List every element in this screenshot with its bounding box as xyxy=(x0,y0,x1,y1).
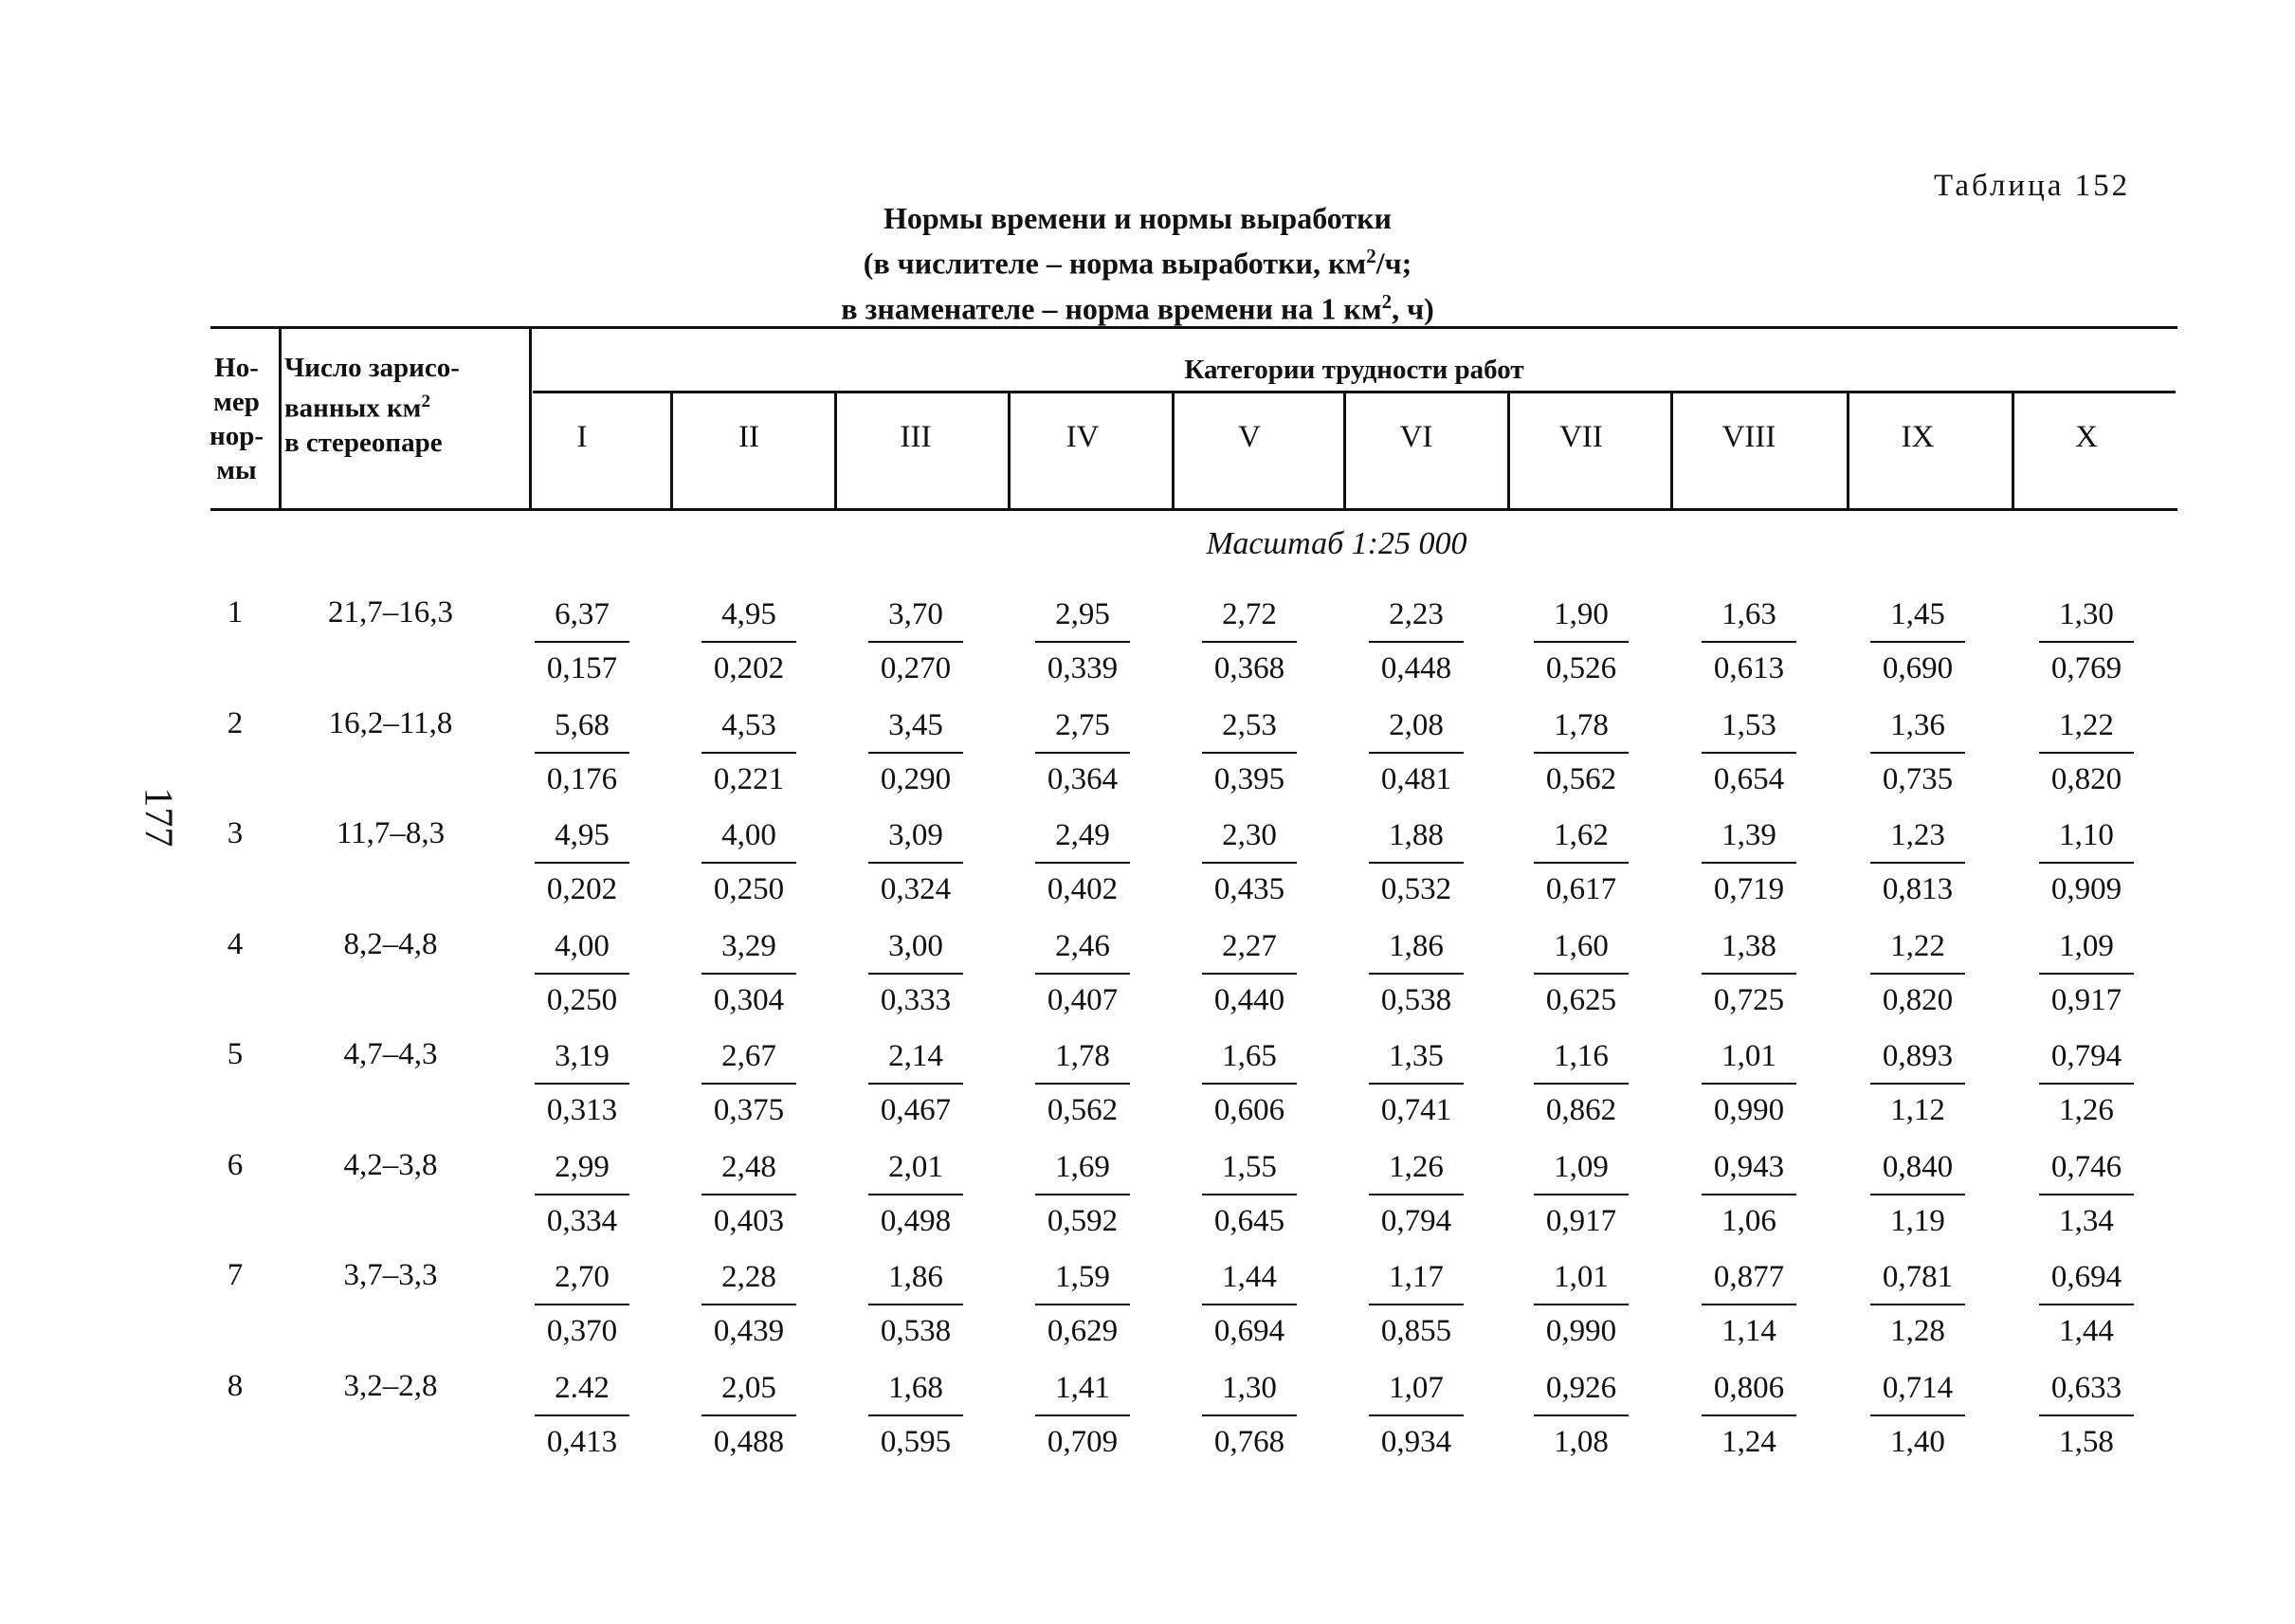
time-norm-value: 0,917 xyxy=(2050,982,2122,1017)
fraction-bar xyxy=(1035,973,1130,975)
fraction-bar xyxy=(2039,1083,2134,1085)
fraction-bar xyxy=(868,1414,963,1416)
production-rate-value: 1,55 xyxy=(1222,1149,1277,1184)
time-norm-value: 0,304 xyxy=(713,982,785,1017)
production-rate-value: 1,23 xyxy=(1890,818,1945,852)
fraction-bar xyxy=(1534,641,1629,643)
fraction-bar xyxy=(1202,1414,1297,1416)
production-rate-value: 2,46 xyxy=(1055,928,1110,963)
fraction-bar xyxy=(1035,641,1130,643)
categories-header: Категории трудности работ xyxy=(1184,355,1524,385)
time-norm-value: 0,413 xyxy=(546,1424,618,1459)
time-norm-value: 0,719 xyxy=(1713,872,1785,906)
time-norm-value: 1,14 xyxy=(1721,1314,1776,1348)
fraction-bar xyxy=(1870,1414,1965,1416)
time-norm-value: 0,990 xyxy=(1545,1314,1617,1348)
production-rate-value: 1,01 xyxy=(1721,1039,1776,1073)
category-divider xyxy=(2012,392,2014,510)
fraction-bar xyxy=(868,752,963,754)
fraction-bar xyxy=(1035,752,1130,754)
time-norm-value: 0,467 xyxy=(880,1093,952,1127)
time-norm-value: 0,562 xyxy=(1047,1093,1119,1127)
category-divider xyxy=(1343,392,1346,510)
time-norm-value: 0,440 xyxy=(1213,982,1285,1017)
time-norm-value: 0,625 xyxy=(1545,982,1617,1017)
time-norm-value: 0,403 xyxy=(713,1203,785,1238)
time-norm-value: 0,402 xyxy=(1047,872,1119,906)
category-divider xyxy=(1670,392,1673,510)
category-header-6: VI xyxy=(1399,420,1433,454)
drawn-area-range: 8,2–4,8 xyxy=(343,926,438,961)
production-rate-value: 1,41 xyxy=(1055,1370,1110,1405)
time-norm-value: 0,592 xyxy=(1047,1203,1119,1238)
fraction-bar xyxy=(1870,752,1965,754)
category-divider xyxy=(1008,392,1011,510)
production-rate-value: 2,14 xyxy=(888,1039,943,1073)
drawn-area-range: 16,2–11,8 xyxy=(328,705,453,740)
norm-number: 5 xyxy=(227,1037,244,1071)
page-number: 177 xyxy=(136,787,180,848)
time-norm-value: 0,488 xyxy=(713,1424,785,1459)
production-rate-value: 3,70 xyxy=(888,597,943,631)
fraction-bar xyxy=(1534,1083,1629,1085)
header-bottom-rule xyxy=(210,508,2177,511)
production-rate-value: 1,17 xyxy=(1389,1260,1444,1294)
time-norm-value: 0,375 xyxy=(713,1093,785,1127)
production-rate-value: 1,45 xyxy=(1890,597,1945,631)
fraction-bar xyxy=(1870,1194,1965,1195)
production-rate-value: 1,88 xyxy=(1389,818,1444,852)
production-rate-value: 2.42 xyxy=(555,1370,610,1405)
time-norm-value: 0,481 xyxy=(1380,761,1452,796)
title-line-3: в знаменателе – норма времени на 1 $км^2$, ч) xyxy=(841,289,1434,326)
production-rate-value: 5,68 xyxy=(555,707,610,742)
fraction-bar xyxy=(535,1194,629,1195)
category-header-4: IV xyxy=(1066,420,1100,454)
fraction-bar xyxy=(535,973,629,975)
time-norm-value: 0,862 xyxy=(1545,1093,1617,1127)
time-norm-value: 0,934 xyxy=(1380,1424,1452,1459)
production-rate-value: 2,01 xyxy=(888,1149,943,1184)
time-norm-value: 0,709 xyxy=(1047,1424,1119,1459)
production-rate-value: 6,37 xyxy=(555,597,610,631)
fraction-bar xyxy=(868,641,963,643)
fraction-bar xyxy=(2039,752,2134,754)
drawn-area-range: 4,2–3,8 xyxy=(343,1147,438,1182)
time-norm-value: 0,820 xyxy=(1882,982,1954,1017)
time-norm-value: 1,24 xyxy=(1721,1424,1776,1459)
time-norm-value: 0,654 xyxy=(1713,761,1785,796)
fraction-bar xyxy=(1870,641,1965,643)
norm-number: 6 xyxy=(227,1147,244,1182)
production-rate-value: 1,09 xyxy=(2059,928,2114,963)
norm-number: 4 xyxy=(227,926,244,961)
production-rate-value: 1,22 xyxy=(2059,707,2114,742)
production-rate-value: 0,633 xyxy=(2050,1370,2122,1405)
production-rate-value: 2,23 xyxy=(1389,597,1444,631)
production-rate-value: 3,29 xyxy=(721,928,776,963)
drawn-area-header: Число зарисо- ванных $км^2$ в стереопаре xyxy=(284,353,460,458)
time-norm-value: 0,532 xyxy=(1380,872,1452,906)
category-header-5: V xyxy=(1238,420,1261,454)
production-rate-value: 1,90 xyxy=(1554,597,1609,631)
fraction-bar xyxy=(1035,1194,1130,1195)
time-norm-value: 0,498 xyxy=(880,1203,952,1238)
category-header-9: IX xyxy=(1901,420,1935,454)
category-divider xyxy=(1847,392,1849,510)
table-top-rule xyxy=(210,326,2177,329)
time-norm-value: 0,202 xyxy=(546,872,618,906)
category-header-3: III xyxy=(900,420,932,454)
norm-number: 1 xyxy=(227,595,244,630)
time-norm-value: 1,58 xyxy=(2059,1424,2114,1459)
production-rate-value: 2,72 xyxy=(1222,597,1277,631)
production-rate-value: 1,69 xyxy=(1055,1149,1110,1184)
time-norm-value: 0,741 xyxy=(1380,1093,1452,1127)
production-rate-value: 1,86 xyxy=(888,1260,943,1294)
fraction-bar xyxy=(1369,1083,1464,1085)
fraction-bar xyxy=(1534,1194,1629,1195)
fraction-bar xyxy=(701,1304,796,1305)
category-divider xyxy=(834,392,837,510)
category-title-rule xyxy=(533,391,2176,393)
fraction-bar xyxy=(1870,1083,1965,1085)
header-divider xyxy=(279,328,282,510)
production-rate-value: 2,30 xyxy=(1222,818,1277,852)
time-norm-value: 1,26 xyxy=(2059,1093,2114,1127)
fraction-bar xyxy=(535,1083,629,1085)
time-norm-value: 0,176 xyxy=(546,761,618,796)
fraction-bar xyxy=(1202,862,1297,864)
fraction-bar xyxy=(1534,1304,1629,1305)
fraction-bar xyxy=(1702,641,1796,643)
fraction-bar xyxy=(1369,752,1464,754)
production-rate-value: 0,746 xyxy=(2050,1149,2122,1184)
production-rate-value: 1,59 xyxy=(1055,1260,1110,1294)
fraction-bar xyxy=(1369,973,1464,975)
fraction-bar xyxy=(701,1083,796,1085)
time-norm-value: 0,395 xyxy=(1213,761,1285,796)
norm-number-header: Но- мер нор- мы xyxy=(209,353,264,485)
time-norm-value: 0,538 xyxy=(1380,982,1452,1017)
fraction-bar xyxy=(701,973,796,975)
production-rate-value: 1,09 xyxy=(1554,1149,1609,1184)
production-rate-value: 1,30 xyxy=(1222,1370,1277,1405)
drawn-area-range: 3,2–2,8 xyxy=(343,1368,438,1403)
time-norm-value: 0,694 xyxy=(1213,1314,1285,1348)
time-norm-value: 0,768 xyxy=(1213,1424,1285,1459)
fraction-bar xyxy=(535,641,629,643)
production-rate-value: 2,95 xyxy=(1055,597,1110,631)
fraction-bar xyxy=(1702,973,1796,975)
fraction-bar xyxy=(1202,752,1297,754)
fraction-bar xyxy=(701,1414,796,1416)
fraction-bar xyxy=(1702,1083,1796,1085)
norm-number: 2 xyxy=(227,705,244,740)
production-rate-value: 1,65 xyxy=(1222,1039,1277,1073)
production-rate-value: 1,86 xyxy=(1389,928,1444,963)
time-norm-value: 0,690 xyxy=(1882,651,1954,685)
fraction-bar xyxy=(701,641,796,643)
scale-label: Масштаб 1:25 000 xyxy=(1206,526,1467,561)
table-title xyxy=(645,199,1630,327)
table-label: Таблица 152 xyxy=(1934,169,2131,203)
fraction-bar xyxy=(1534,1414,1629,1416)
fraction-bar xyxy=(1202,973,1297,975)
production-rate-value: 0,926 xyxy=(1545,1370,1617,1405)
header-divider xyxy=(529,328,532,510)
production-rate-value: 2,70 xyxy=(555,1260,610,1294)
fraction-bar xyxy=(701,752,796,754)
production-rate-value: 4,53 xyxy=(721,707,776,742)
production-rate-value: 4,95 xyxy=(721,597,776,631)
time-norm-value: 0,769 xyxy=(2050,651,2122,685)
fraction-bar xyxy=(2039,1194,2134,1195)
fraction-bar xyxy=(1035,1083,1130,1085)
time-norm-value: 1,28 xyxy=(1890,1314,1945,1348)
fraction-bar xyxy=(535,862,629,864)
production-rate-value: 1,30 xyxy=(2059,597,2114,631)
fraction-bar xyxy=(1035,1304,1130,1305)
time-norm-value: 0,313 xyxy=(546,1093,618,1127)
production-rate-value: 2,08 xyxy=(1389,707,1444,742)
fraction-bar xyxy=(2039,862,2134,864)
fraction-bar xyxy=(1202,1083,1297,1085)
time-norm-value: 0,448 xyxy=(1380,651,1452,685)
production-rate-value: 0,893 xyxy=(1882,1039,1954,1073)
fraction-bar xyxy=(2039,641,2134,643)
drawn-area-range: 3,7–3,3 xyxy=(343,1258,438,1292)
fraction-bar xyxy=(1369,1194,1464,1195)
production-rate-value: 0,943 xyxy=(1713,1149,1785,1184)
time-norm-value: 0,725 xyxy=(1713,982,1785,1017)
time-norm-value: 0,339 xyxy=(1047,651,1119,685)
norm-number: 7 xyxy=(227,1258,244,1292)
norm-number: 8 xyxy=(227,1368,244,1403)
time-norm-value: 1,40 xyxy=(1890,1424,1945,1459)
time-norm-value: 0,334 xyxy=(546,1203,618,1238)
production-rate-value: 1,07 xyxy=(1389,1370,1444,1405)
time-norm-value: 0,250 xyxy=(546,982,618,1017)
time-norm-value: 0,221 xyxy=(713,761,785,796)
production-rate-value: 1,53 xyxy=(1721,707,1776,742)
category-header-1: I xyxy=(576,420,588,454)
time-norm-value: 0,157 xyxy=(546,651,618,685)
fraction-bar xyxy=(1702,1414,1796,1416)
production-rate-value: 1,78 xyxy=(1554,707,1609,742)
category-header-8: VIII xyxy=(1721,420,1776,454)
production-rate-value: 2,48 xyxy=(721,1149,776,1184)
production-rate-value: 2,27 xyxy=(1222,928,1277,963)
production-rate-value: 3,00 xyxy=(888,928,943,963)
production-rate-value: 4,00 xyxy=(721,818,776,852)
production-rate-value: 0,714 xyxy=(1882,1370,1954,1405)
time-norm-value: 0,407 xyxy=(1047,982,1119,1017)
time-norm-value: 0,526 xyxy=(1545,651,1617,685)
production-rate-value: 4,95 xyxy=(555,818,610,852)
production-rate-value: 1,26 xyxy=(1389,1149,1444,1184)
production-rate-value: 1,35 xyxy=(1389,1039,1444,1073)
fraction-bar xyxy=(1702,1304,1796,1305)
time-norm-value: 1,34 xyxy=(2059,1203,2114,1238)
norm-number: 3 xyxy=(227,816,244,850)
production-rate-value: 0,781 xyxy=(1882,1260,1954,1294)
production-rate-value: 0,806 xyxy=(1713,1370,1785,1405)
fraction-bar xyxy=(1534,973,1629,975)
production-rate-value: 1,38 xyxy=(1721,928,1776,963)
fraction-bar xyxy=(1369,1414,1464,1416)
production-rate-value: 3,19 xyxy=(555,1039,610,1073)
time-norm-value: 1,44 xyxy=(2059,1314,2114,1348)
fraction-bar xyxy=(1702,752,1796,754)
time-norm-value: 0,813 xyxy=(1882,872,1954,906)
time-norm-value: 1,06 xyxy=(1721,1203,1776,1238)
time-norm-value: 1,08 xyxy=(1554,1424,1609,1459)
fraction-bar xyxy=(1369,1304,1464,1305)
production-rate-value: 0,877 xyxy=(1713,1260,1785,1294)
production-rate-value: 2,49 xyxy=(1055,818,1110,852)
production-rate-value: 1,60 xyxy=(1554,928,1609,963)
production-rate-value: 1,22 xyxy=(1890,928,1945,963)
time-norm-value: 0,629 xyxy=(1047,1314,1119,1348)
production-rate-value: 1,39 xyxy=(1721,818,1776,852)
time-norm-value: 0,562 xyxy=(1545,761,1617,796)
time-norm-value: 0,364 xyxy=(1047,761,1119,796)
fraction-bar xyxy=(1870,862,1965,864)
fraction-bar xyxy=(1369,641,1464,643)
fraction-bar xyxy=(2039,973,2134,975)
production-rate-value: 1,78 xyxy=(1055,1039,1110,1073)
fraction-bar xyxy=(535,1304,629,1305)
fraction-bar xyxy=(868,862,963,864)
category-divider xyxy=(1507,392,1510,510)
time-norm-value: 1,19 xyxy=(1890,1203,1945,1238)
production-rate-value: 1,16 xyxy=(1554,1039,1609,1073)
time-norm-value: 0,617 xyxy=(1545,872,1617,906)
fraction-bar xyxy=(701,862,796,864)
production-rate-value: 3,09 xyxy=(888,818,943,852)
time-norm-value: 0,595 xyxy=(880,1424,952,1459)
time-norm-value: 0,794 xyxy=(1380,1203,1452,1238)
time-norm-value: 0,370 xyxy=(546,1314,618,1348)
time-norm-value: 0,909 xyxy=(2050,872,2122,906)
fraction-bar xyxy=(1534,862,1629,864)
production-rate-value: 2,53 xyxy=(1222,707,1277,742)
time-norm-value: 0,435 xyxy=(1213,872,1285,906)
time-norm-value: 0,290 xyxy=(880,761,952,796)
time-norm-value: 0,538 xyxy=(880,1314,952,1348)
time-norm-value: 0,735 xyxy=(1882,761,1954,796)
fraction-bar xyxy=(535,1414,629,1416)
time-norm-value: 0,368 xyxy=(1213,651,1285,685)
category-header-7: VII xyxy=(1559,420,1603,454)
production-rate-value: 1,36 xyxy=(1890,707,1945,742)
fraction-bar xyxy=(535,752,629,754)
fraction-bar xyxy=(1369,862,1464,864)
time-norm-value: 0,645 xyxy=(1213,1203,1285,1238)
production-rate-value: 1,63 xyxy=(1721,597,1776,631)
time-norm-value: 0,324 xyxy=(880,872,952,906)
fraction-bar xyxy=(2039,1304,2134,1305)
production-rate-value: 3,45 xyxy=(888,707,943,742)
category-divider xyxy=(670,392,673,510)
fraction-bar xyxy=(1035,1414,1130,1416)
title-line-2: (в числителе – норма выработки, $км^2/ч$; xyxy=(863,245,1412,281)
production-rate-value: 0,694 xyxy=(2050,1260,2122,1294)
production-rate-value: 2,28 xyxy=(721,1260,776,1294)
production-rate-value: 2,05 xyxy=(721,1370,776,1405)
time-norm-value: 0,202 xyxy=(713,651,785,685)
production-rate-value: 1,01 xyxy=(1554,1260,1609,1294)
fraction-bar xyxy=(1870,973,1965,975)
production-rate-value: 2,99 xyxy=(555,1149,610,1184)
production-rate-value: 1,10 xyxy=(2059,818,2114,852)
fraction-bar xyxy=(868,1083,963,1085)
time-norm-value: 0,613 xyxy=(1713,651,1785,685)
time-norm-value: 0,990 xyxy=(1713,1093,1785,1127)
fraction-bar xyxy=(868,1304,963,1305)
fraction-bar xyxy=(868,973,963,975)
time-norm-value: 0,333 xyxy=(880,982,952,1017)
time-norm-value: 0,270 xyxy=(880,651,952,685)
production-rate-value: 0,840 xyxy=(1882,1149,1954,1184)
time-norm-value: 0,917 xyxy=(1545,1203,1617,1238)
fraction-bar xyxy=(1870,1304,1965,1305)
time-norm-value: 0,855 xyxy=(1380,1314,1452,1348)
production-rate-value: 2,75 xyxy=(1055,707,1110,742)
fraction-bar xyxy=(701,1194,796,1195)
category-header-2: II xyxy=(738,420,759,454)
fraction-bar xyxy=(2039,1414,2134,1416)
drawn-area-range: 4,7–4,3 xyxy=(343,1037,438,1071)
time-norm-value: 1,12 xyxy=(1890,1093,1945,1127)
fraction-bar xyxy=(1202,1194,1297,1195)
fraction-bar xyxy=(1035,862,1130,864)
production-rate-value: 0,794 xyxy=(2050,1039,2122,1073)
production-rate-value: 4,00 xyxy=(555,928,610,963)
fraction-bar xyxy=(1702,1194,1796,1195)
production-rate-value: 1,68 xyxy=(888,1370,943,1405)
fraction-bar xyxy=(1702,862,1796,864)
production-rate-value: 1,44 xyxy=(1222,1260,1277,1294)
time-norm-value: 0,606 xyxy=(1213,1093,1285,1127)
fraction-bar xyxy=(1534,752,1629,754)
category-divider xyxy=(1172,392,1175,510)
time-norm-value: 0,439 xyxy=(713,1314,785,1348)
fraction-bar xyxy=(1202,1304,1297,1305)
drawn-area-range: 21,7–16,3 xyxy=(328,595,453,630)
title-line-1: Нормы времени и нормы выработки xyxy=(883,201,1392,235)
production-rate-value: 2,67 xyxy=(721,1039,776,1073)
fraction-bar xyxy=(868,1194,963,1195)
production-rate-value: 1,62 xyxy=(1554,818,1609,852)
time-norm-value: 0,820 xyxy=(2050,761,2122,796)
fraction-bar xyxy=(1202,641,1297,643)
category-header-10: X xyxy=(2075,420,2098,454)
time-norm-value: 0,250 xyxy=(713,872,785,906)
drawn-area-range: 11,7–8,3 xyxy=(336,816,446,850)
